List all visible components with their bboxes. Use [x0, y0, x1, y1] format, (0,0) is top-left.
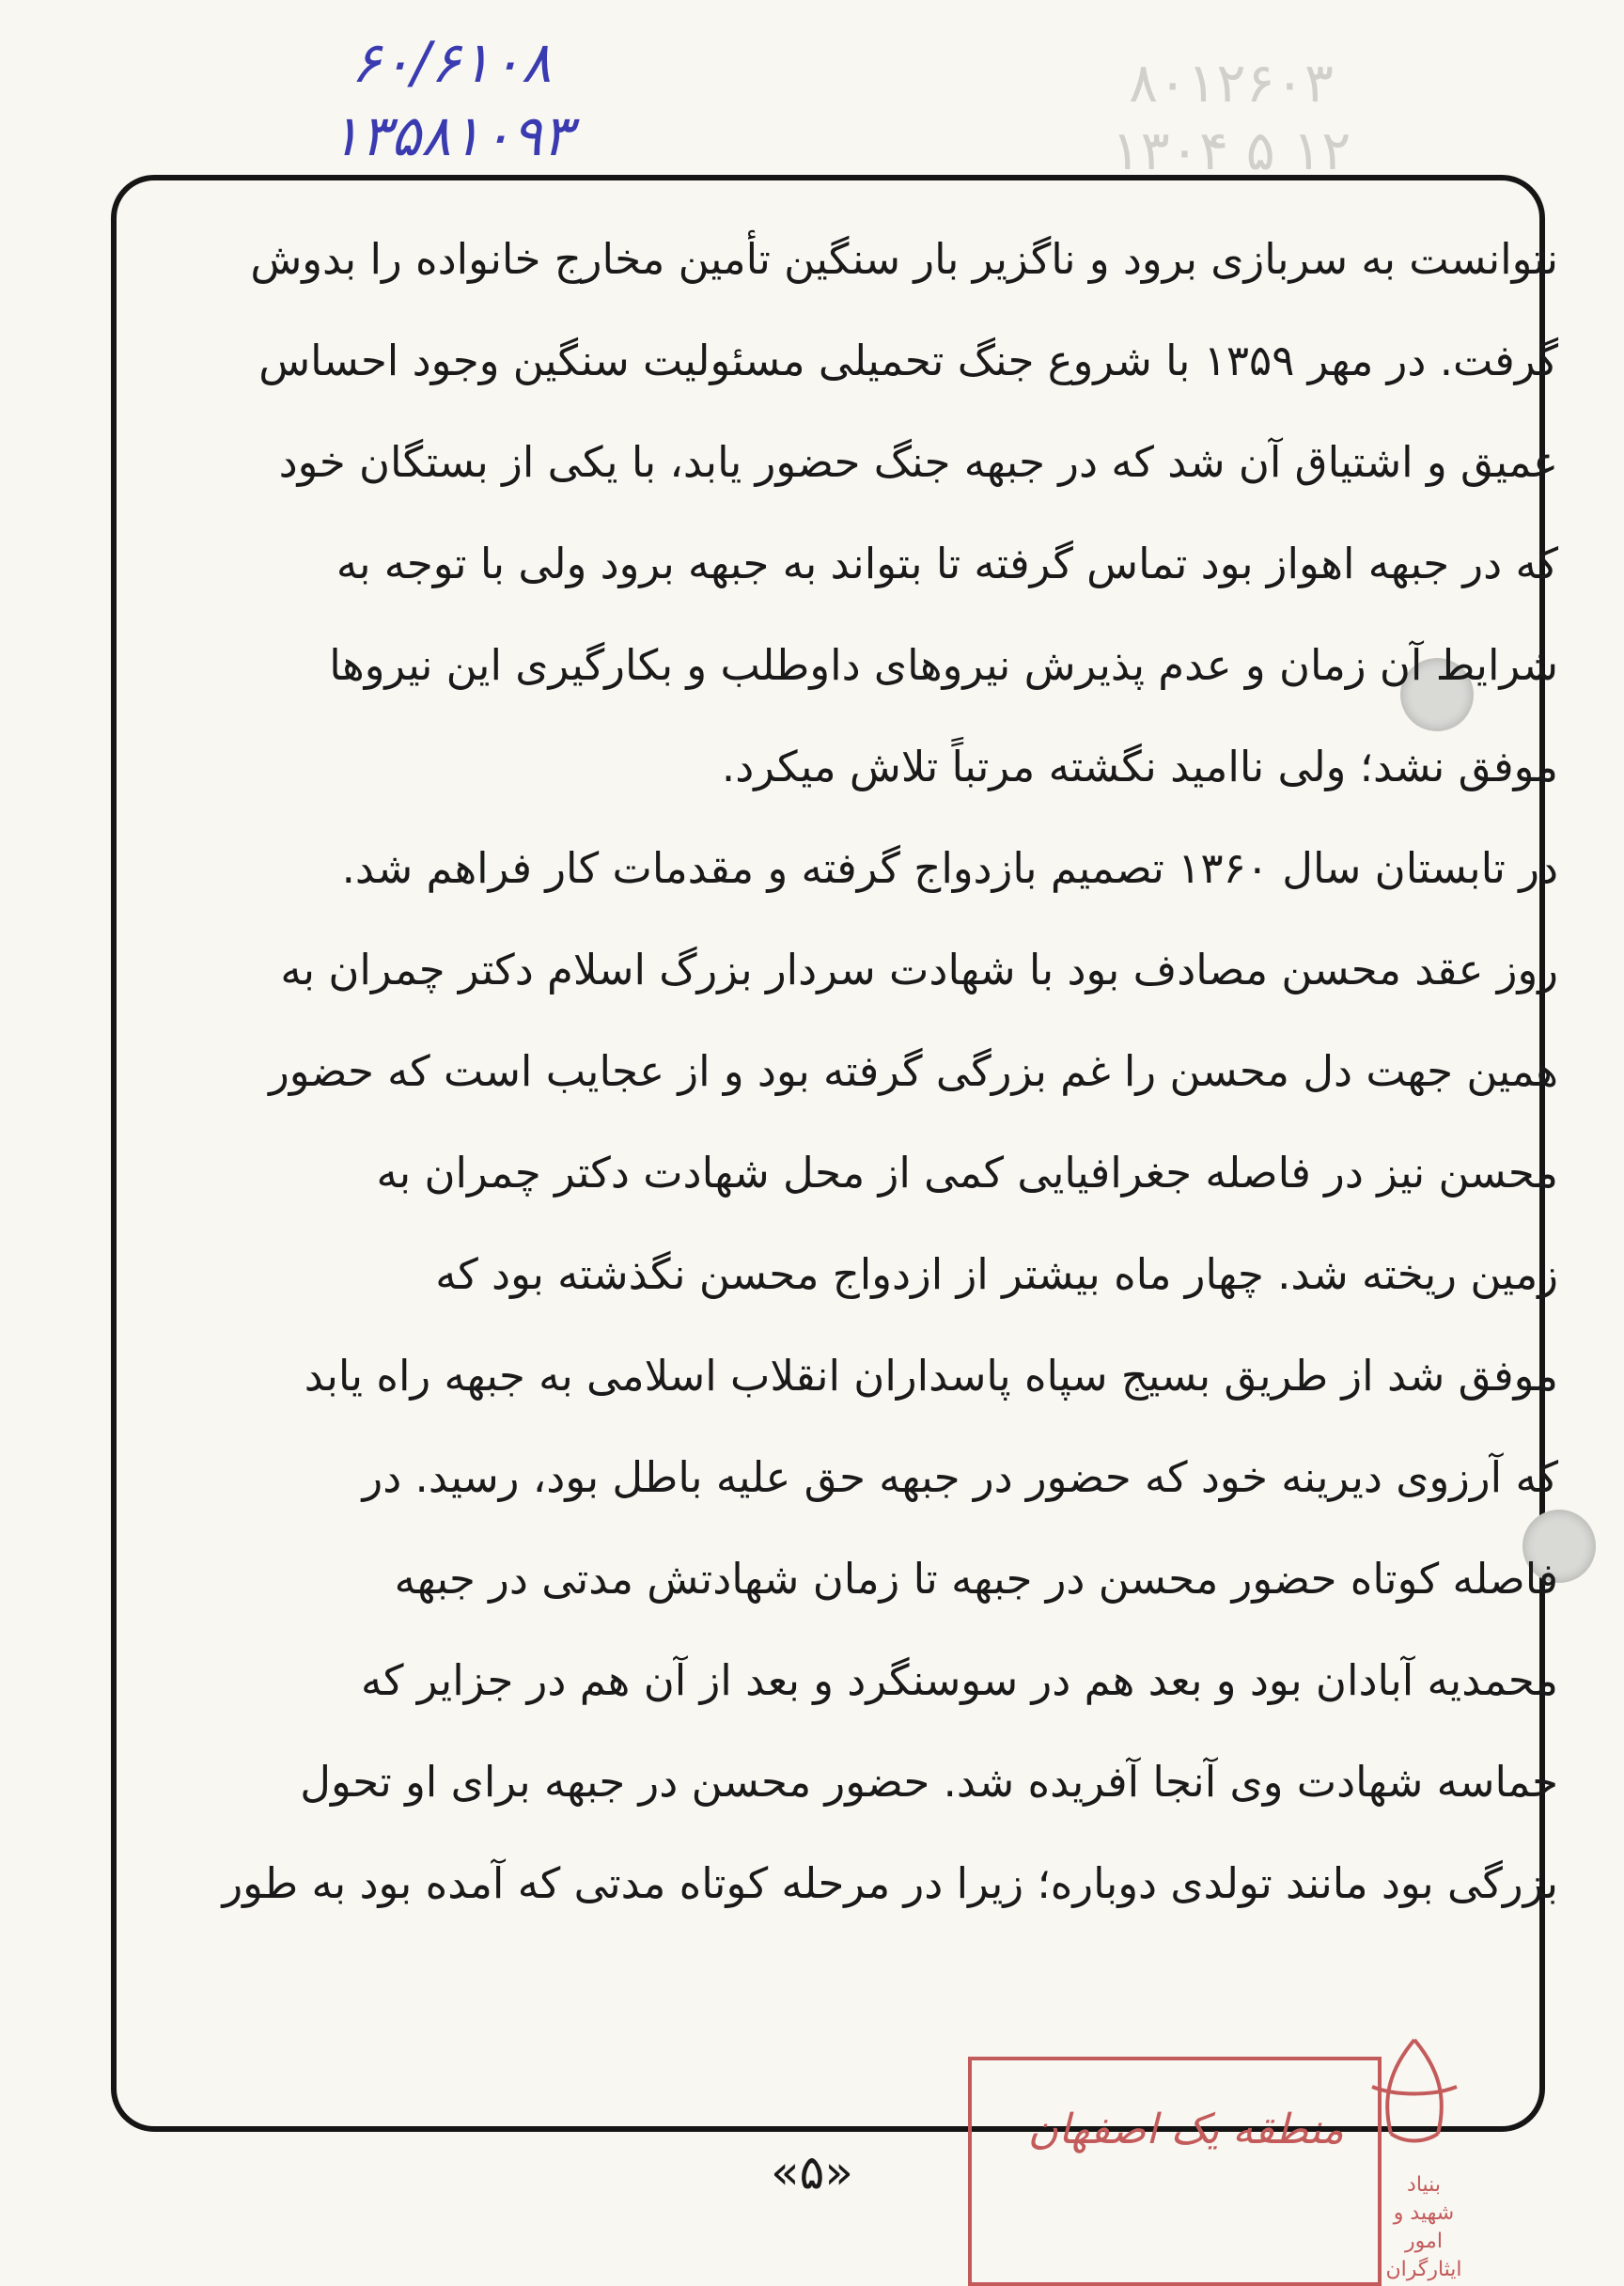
ghost-number-line-2: ۱۲ ۵ ۱۳۰۴	[1111, 118, 1351, 182]
stamp-caption-line: شهید و	[1393, 2201, 1455, 2225]
foundation-emblem-icon	[1353, 2030, 1476, 2162]
text-line: که آرزوی دیرینه خود که حضور در جبهه حق علیه باطل بود، رسید. در	[362, 1452, 1558, 1502]
text-line: همین جهت دل محسن را غم بزرگی گرفته بود و از عجایب است که حضور	[269, 1046, 1558, 1096]
ghost-archive-numbers	[1062, 49, 1400, 184]
text-line: حماسه شهادت وی آنجا آفریده شد. حضور محسن در جبهه برای او تحول	[300, 1757, 1558, 1807]
stamp-caption-line: بنیاد	[1407, 2173, 1441, 2197]
stamp-caption-line: امور	[1405, 2230, 1443, 2253]
text-line: عمیق و اشتیاق آن شد که در جبهه جنگ حضور یابد، با یکی از بستگان خود	[278, 437, 1558, 487]
handwritten-body	[103, 209, 1558, 1934]
page-number: «۵»	[770, 2145, 854, 2200]
ghost-number-line-1: ۸۰۱۲۶۰۳	[1128, 51, 1335, 115]
text-line: نتوانست به سربازی برود و ناگزیر بار سنگین تأمین مخارج خانواده را بدوش	[250, 234, 1558, 284]
text-line: موفق نشد؛ ولی ناامید نگشته مرتباً تلاش میکرد.	[721, 742, 1558, 791]
text-line: محسن نیز در فاصله جغرافیایی کمی از محل شهادت دکتر چمران به	[376, 1148, 1558, 1198]
text-line: در تابستان سال ۱۳۶۰ تصمیم بازدواج گرفته و مقدمات کار فراهم شد.	[341, 843, 1558, 893]
text-line: شرایط آن زمان و عدم پذیرش نیروهای داوطلب و بکارگیری این نیروها	[329, 640, 1558, 690]
archive-number-1: ۶۰/۶۱۰۸	[351, 30, 552, 96]
text-line: بزرگی بود مانند تولدی دوباره؛ زیرا در مرحله کوتاه مدتی که آمده بود به طور	[222, 1858, 1558, 1908]
archive-numbers	[291, 26, 611, 173]
archive-number-2: ۱۳۵۸۱۰۹۳	[330, 103, 572, 169]
archive-stamp	[968, 2057, 1382, 2286]
stamp-caption	[1353, 2171, 1494, 2284]
text-line: زمین ریخته شد. چهار ماه بیشتر از ازدواج محسن نگذشته بود که	[435, 1249, 1558, 1299]
text-line: روز عقد محسن مصادف بود با شهادت سردار بزرگ اسلام دکتر چمران به	[280, 945, 1558, 994]
text-line: محمدیه آبادان بود و بعد هم در سوسنگرد و بعد از آن هم در جزایر که	[361, 1655, 1558, 1705]
text-line: فاصله کوتاه حضور محسن در جبهه تا زمان شهادتش مدتی در جبهه	[394, 1554, 1558, 1604]
stamp-caption-line: ایثارگران	[1385, 2258, 1462, 2281]
text-line: گرفت. در مهر ۱۳۵۹ با شروع جنگ تحمیلی مسئولیت سنگین وجود احساس	[258, 336, 1558, 385]
stamp-text: منطقه یک اصفهان	[1027, 2106, 1344, 2153]
text-line: که در جبهه اهواز بود تماس گرفته تا بتواند به جبهه برود ولی با توجه به	[336, 539, 1558, 588]
text-line: موفق شد از طریق بسیج سپاه پاسداران انقلاب اسلامی به جبهه راه یابد	[304, 1351, 1558, 1401]
